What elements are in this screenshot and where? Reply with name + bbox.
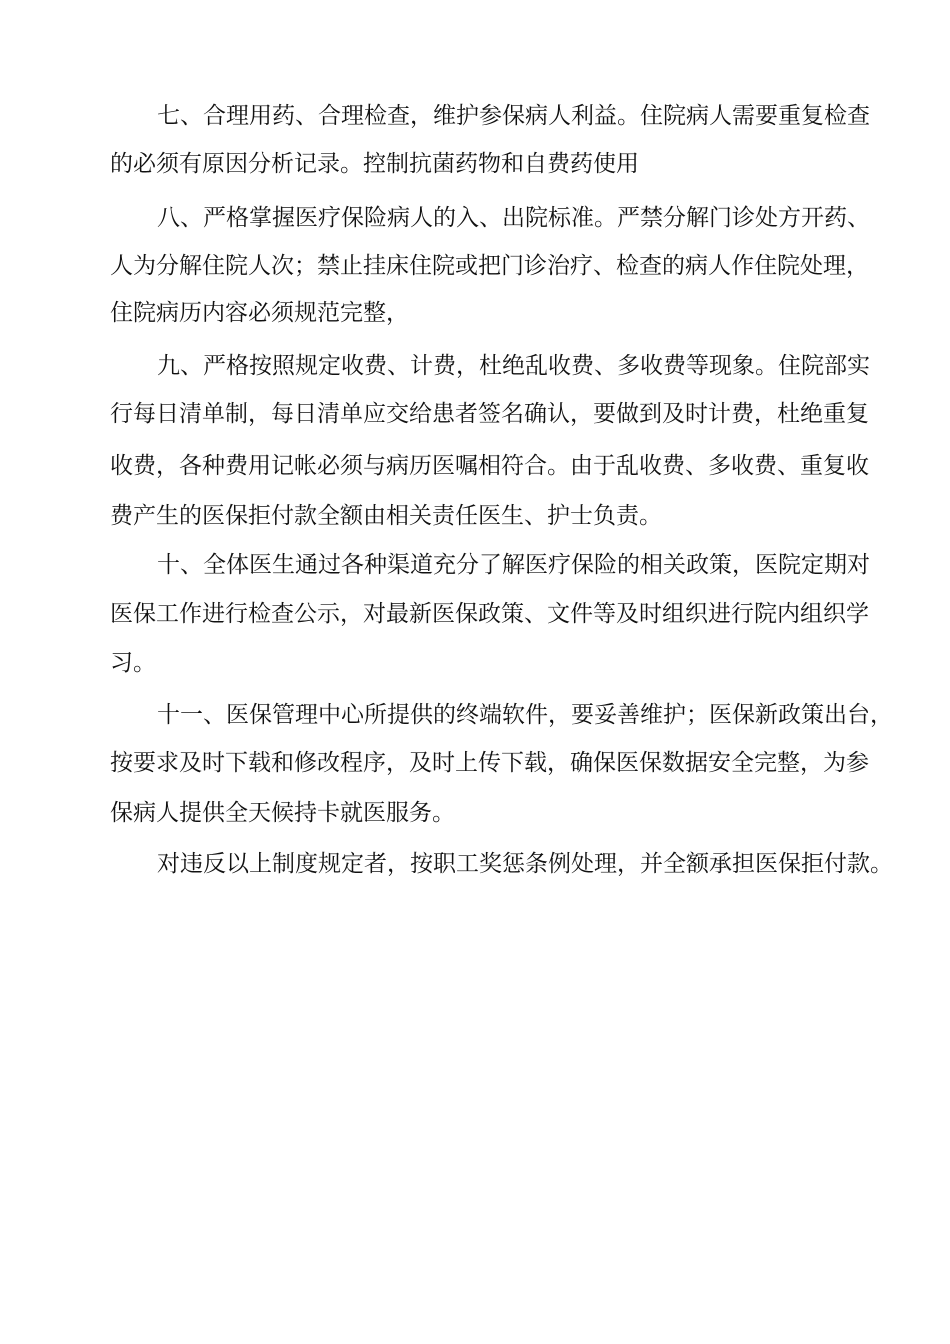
- paragraph-10-line-1: 十、全体医生通过各种渠道充分了解医疗保险的相关政策，医院定期对: [157, 552, 870, 578]
- paragraph-7-line-2: 的必须有原因分析记录。控制抗菌药物和自费药使用: [110, 151, 639, 177]
- paragraph-7-line-1: 七、合理用药、合理检查，维护参保病人利益。住院病人需要重复检查: [157, 103, 870, 129]
- paragraph-11-line-1: 十一、医保管理中心所提供的终端软件，要妥善维护；医保新政策出台，: [157, 702, 893, 728]
- paragraph-11-line-2: 按要求及时下载和修改程序，及时上传下载，确保医保数据安全完整，为参: [110, 750, 869, 776]
- closing-paragraph-line-1: 对违反以上制度规定者，按职工奖惩条例处理，并全额承担医保拒付款。: [157, 851, 893, 877]
- paragraph-8-line-3: 住院病历内容必须规范完整，: [110, 300, 409, 326]
- paragraph-8-line-1: 八、严格掌握医疗保险病人的入、出院标准。严禁分解门诊处方开药、: [157, 205, 870, 231]
- paragraph-9-line-1: 九、严格按照规定收费、计费，杜绝乱收费、多收费等现象。住院部实: [157, 353, 870, 379]
- paragraph-8-line-2: 人为分解住院人次；禁止挂床住院或把门诊治疗、检查的病人作住院处理，: [110, 253, 869, 279]
- paragraph-9-line-2: 行每日清单制，每日清单应交给患者签名确认，要做到及时计费，杜绝重复: [110, 401, 869, 427]
- paragraph-11-line-3: 保病人提供全天候持卡就医服务。: [110, 800, 455, 826]
- paragraph-10-line-3: 习。: [110, 650, 156, 676]
- paragraph-10-line-2: 医保工作进行检查公示，对最新医保政策、文件等及时组织进行院内组织学: [110, 601, 869, 627]
- paragraph-9-line-3: 收费，各种费用记帐必须与病历医嘱相符合。由于乱收费、多收费、重复收: [110, 453, 869, 479]
- paragraph-9-line-4: 费产生的医保拒付款全额由相关责任医生、护士负责。: [110, 503, 662, 529]
